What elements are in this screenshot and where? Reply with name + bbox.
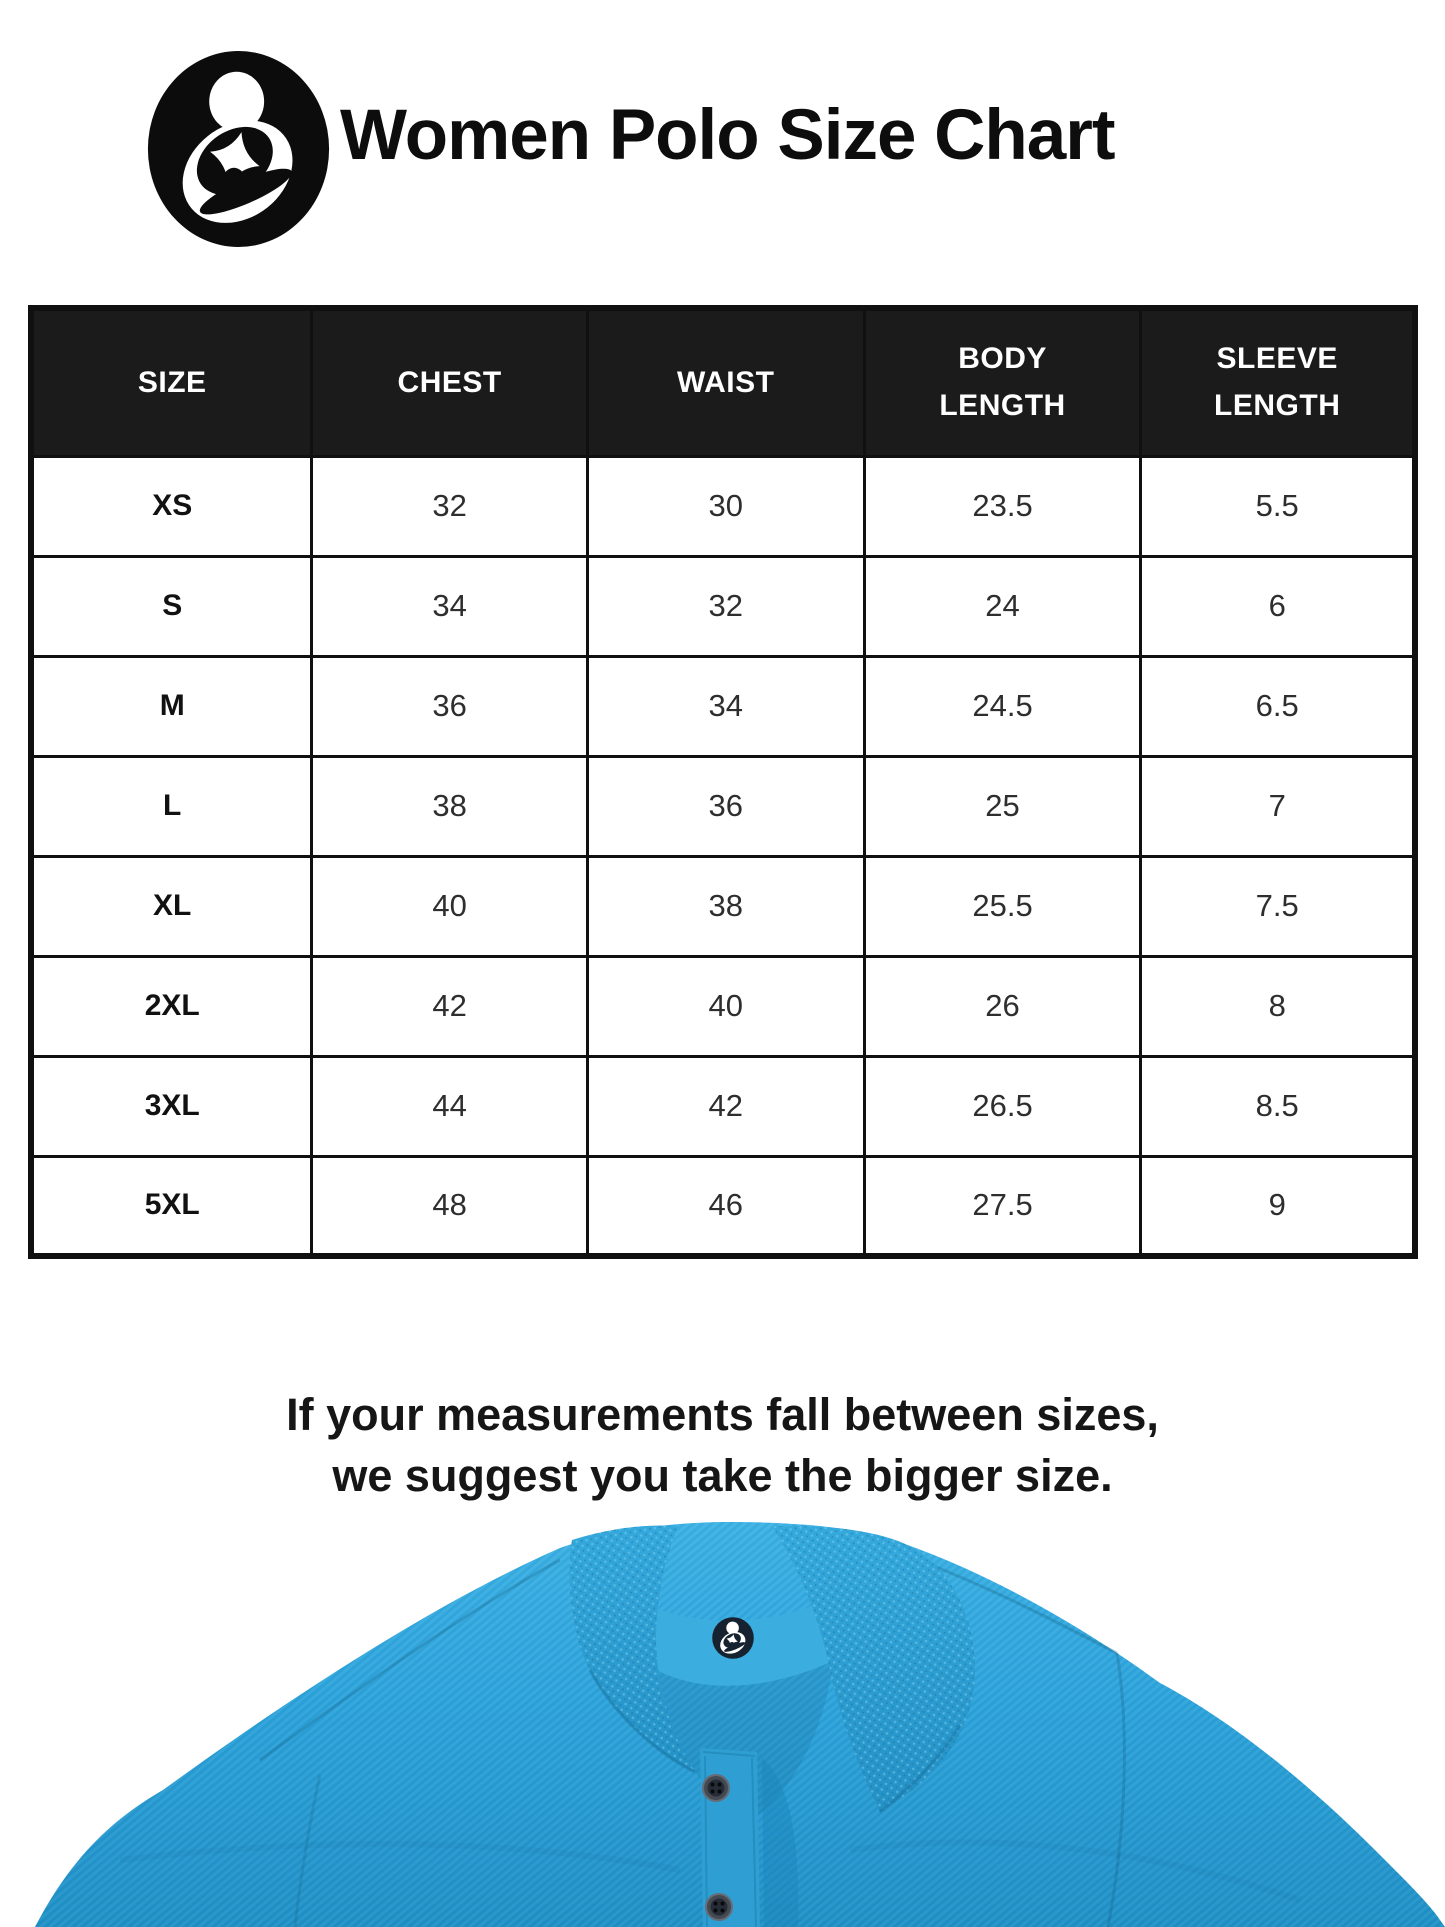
neck-tag xyxy=(712,1617,754,1659)
column-header-size: SIZE xyxy=(31,308,312,456)
chest-cell: 38 xyxy=(312,756,587,856)
size-cell: 5XL xyxy=(31,1156,312,1256)
fit-note xyxy=(0,1384,1445,1506)
fit-note-line2: we suggest you take the bigger size. xyxy=(332,1450,1113,1501)
waist-cell: 42 xyxy=(587,1056,864,1156)
size-cell: M xyxy=(31,656,312,756)
waist-cell: 34 xyxy=(587,656,864,756)
chest-cell: 34 xyxy=(312,556,587,656)
sleeve-length-cell: 6 xyxy=(1141,556,1415,656)
column-header-waist: WAIST xyxy=(587,308,864,456)
size-cell: S xyxy=(31,556,312,656)
sleeve-length-cell: 8 xyxy=(1141,956,1415,1056)
table-row xyxy=(31,456,1415,556)
table-row xyxy=(31,956,1415,1056)
shirt-button-top xyxy=(703,1775,729,1801)
table-row xyxy=(31,856,1415,956)
column-header-chest: CHEST xyxy=(312,308,587,456)
chest-cell: 32 xyxy=(312,456,587,556)
body-length-cell: 25.5 xyxy=(864,856,1141,956)
waist-cell: 36 xyxy=(587,756,864,856)
table-row xyxy=(31,656,1415,756)
body-length-cell: 25 xyxy=(864,756,1141,856)
size-cell: XS xyxy=(31,456,312,556)
chest-cell: 44 xyxy=(312,1056,587,1156)
page-title: Women Polo Size Chart xyxy=(340,96,1115,175)
waist-cell: 46 xyxy=(587,1156,864,1256)
sleeve-length-cell: 7 xyxy=(1141,756,1415,856)
table-row xyxy=(31,556,1415,656)
waist-cell: 32 xyxy=(587,556,864,656)
sleeve-length-cell: 8.5 xyxy=(1141,1056,1415,1156)
size-cell: 3XL xyxy=(31,1056,312,1156)
body-length-cell: 23.5 xyxy=(864,456,1141,556)
size-chart-table xyxy=(28,305,1418,1259)
sleeve-length-cell: 6.5 xyxy=(1141,656,1415,756)
column-header-body-length: BODY LENGTH xyxy=(864,308,1141,456)
fit-note-line1: If your measurements fall between sizes, xyxy=(286,1389,1159,1440)
body-length-cell: 24 xyxy=(864,556,1141,656)
polo-shirt-image xyxy=(0,1520,1445,1927)
body-length-cell: 27.5 xyxy=(864,1156,1141,1256)
sleeve-length-cell: 5.5 xyxy=(1141,456,1415,556)
waist-cell: 40 xyxy=(587,956,864,1056)
table-row xyxy=(31,1156,1415,1256)
size-cell: XL xyxy=(31,856,312,956)
shirt-button-bottom xyxy=(706,1894,732,1920)
waist-cell: 30 xyxy=(587,456,864,556)
table-row xyxy=(31,1056,1415,1156)
chest-cell: 36 xyxy=(312,656,587,756)
size-cell: 2XL xyxy=(31,956,312,1056)
sleeve-length-cell: 9 xyxy=(1141,1156,1415,1256)
sleeve-length-cell: 7.5 xyxy=(1141,856,1415,956)
chest-cell: 40 xyxy=(312,856,587,956)
body-length-cell: 26.5 xyxy=(864,1056,1141,1156)
table-header-row xyxy=(31,308,1415,456)
brand-logo-icon xyxy=(147,50,330,248)
waist-cell: 38 xyxy=(587,856,864,956)
column-header-sleeve-length: SLEEVE LENGTH xyxy=(1141,308,1415,456)
chest-cell: 48 xyxy=(312,1156,587,1256)
chest-cell: 42 xyxy=(312,956,587,1056)
table-row xyxy=(31,756,1415,856)
size-cell: L xyxy=(31,756,312,856)
body-length-cell: 26 xyxy=(864,956,1141,1056)
body-length-cell: 24.5 xyxy=(864,656,1141,756)
